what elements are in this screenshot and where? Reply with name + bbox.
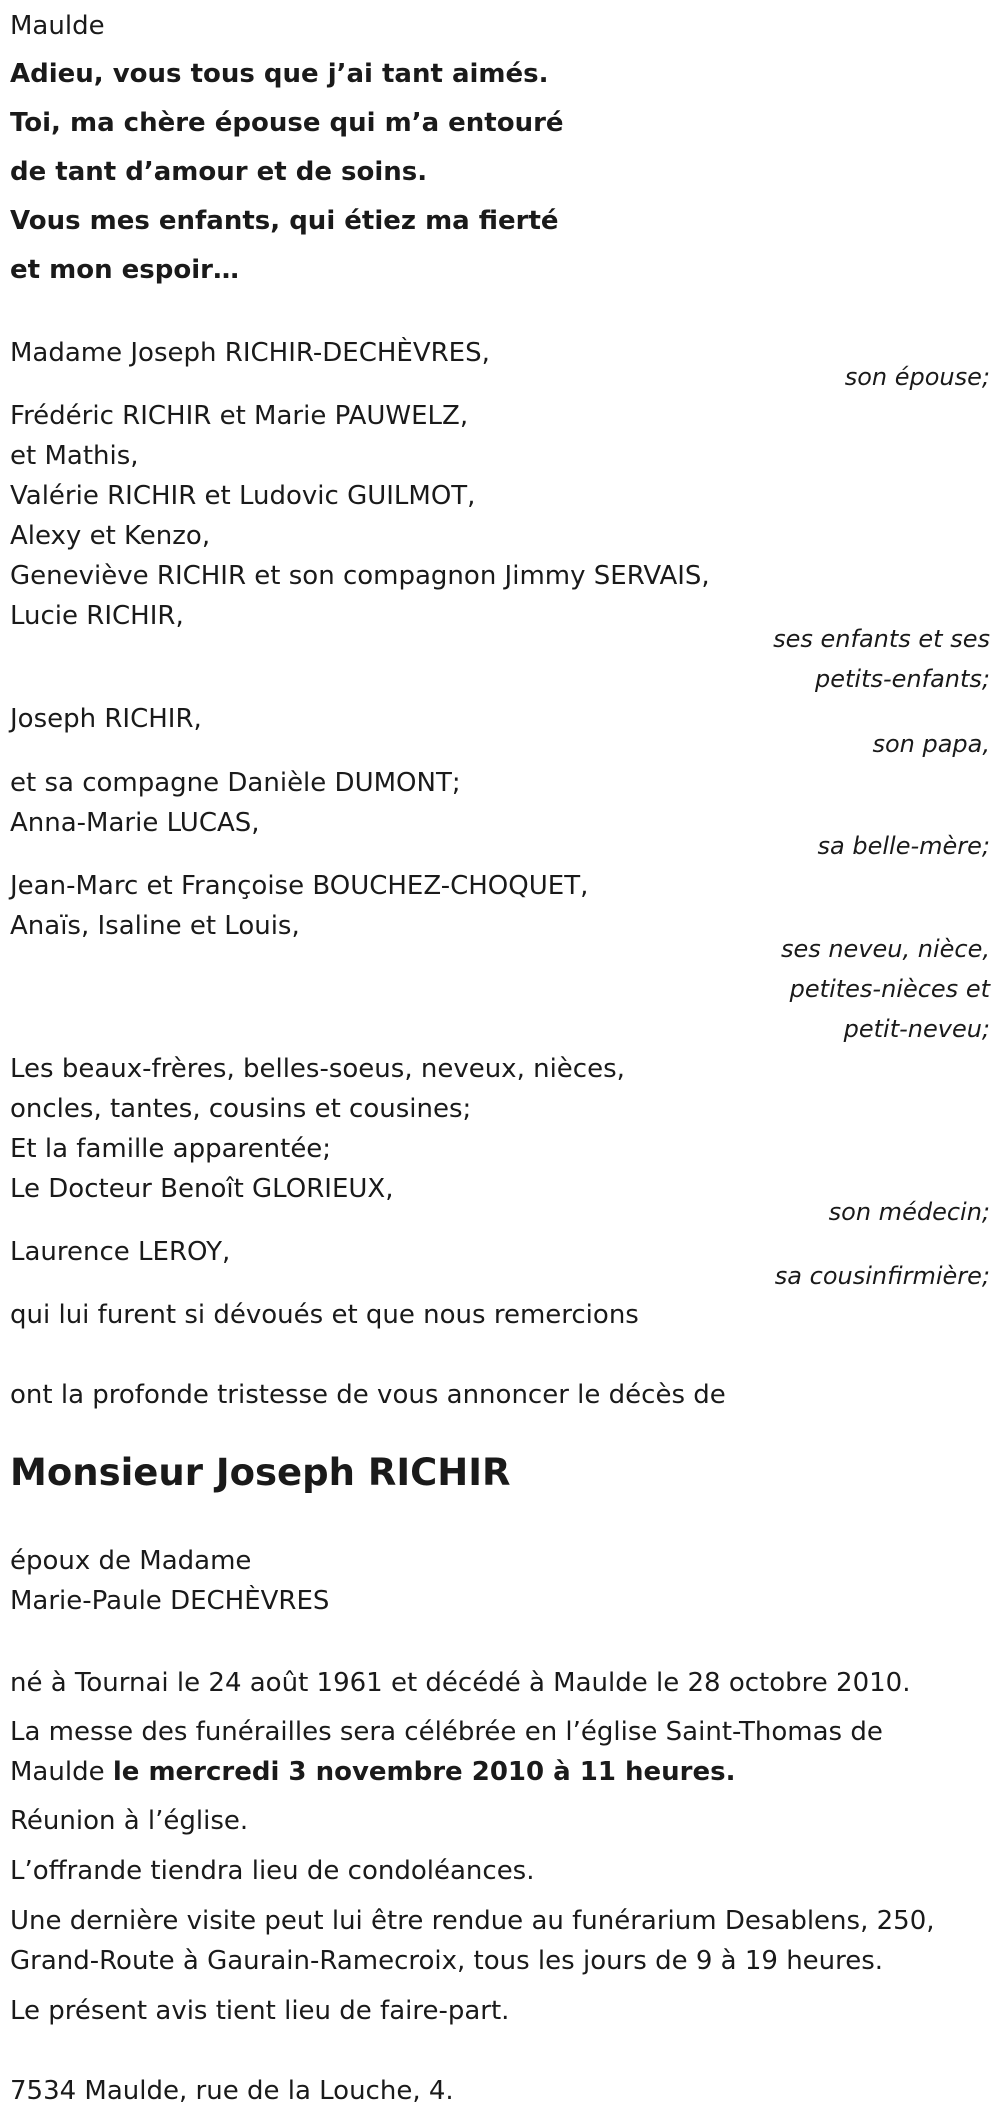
notice-line: Le présent avis tient lieu de faire-part.: [10, 1996, 510, 2026]
child-line: et Mathis,: [10, 441, 139, 471]
meeting-line: Réunion à l’église.: [10, 1806, 249, 1836]
poem-line: Vous mes enfants, qui étiez ma fierté: [10, 206, 559, 236]
mother-in-law-role: sa belle-mère;: [817, 832, 990, 860]
child-line: Geneviève RICHIR et son compagnon Jimmy SERVAIS,: [10, 561, 710, 591]
relatives-line: Et la famille apparentée;: [10, 1134, 332, 1164]
offering-line: L’offrande tiendra lieu de condoléances.: [10, 1856, 535, 1886]
nephews-role: petites-nièces et: [789, 975, 990, 1003]
nurse-name: Laurence LEROY,: [10, 1237, 231, 1267]
spouse-name: Madame Joseph RICHIR-DECHÈVRES,: [10, 338, 490, 368]
place-name: Maulde: [10, 11, 105, 41]
deceased-name: Monsieur Joseph RICHIR: [10, 1451, 511, 1494]
spouse-role: son épouse;: [844, 363, 990, 391]
nephews-role: petit-neveu;: [843, 1015, 990, 1043]
nephew-line: Anaïs, Isaline et Louis,: [10, 911, 300, 941]
thanks-line: qui lui furent si dévoués et que nous remercions: [10, 1300, 639, 1330]
relatives-line: Les beaux-frères, belles-soeus, neveux, nièces,: [10, 1054, 625, 1084]
doctor-role: son médecin;: [828, 1198, 990, 1226]
poem-line: Toi, ma chère épouse qui m’a entouré: [10, 108, 564, 138]
poem-line: et mon espoir…: [10, 255, 239, 285]
announcement-line: ont la profonde tristesse de vous annoncer le décès de: [10, 1380, 726, 1410]
nurse-role: sa cousinfirmière;: [774, 1262, 990, 1290]
mass-line: [10, 1756, 735, 1788]
children-role: petits-enfants;: [815, 665, 990, 693]
child-line: Valérie RICHIR et Ludovic GUILMOT,: [10, 481, 476, 511]
mass-line: La messe des funérailles sera célébrée en l’église Saint-Thomas de: [10, 1717, 883, 1747]
visit-line: Grand-Route à Gaurain-Ramecroix, tous les jours de 9 à 19 heures.: [10, 1946, 884, 1976]
father-name: Joseph RICHIR,: [10, 704, 202, 734]
mass-date: le mercredi 3 novembre 2010 à 11 heures.: [112, 1757, 736, 1787]
visit-line: Une dernière visite peut lui être rendue au funérarium Desablens, 250,: [10, 1906, 935, 1936]
poem-line: de tant d’amour et de soins.: [10, 157, 428, 187]
relatives-line: oncles, tantes, cousins et cousines;: [10, 1094, 472, 1124]
address-line: 7534 Maulde, rue de la Louche, 4.: [10, 2076, 454, 2106]
children-role: ses enfants et ses: [773, 625, 990, 653]
birth-death-line: né à Tournai le 24 août 1961 et décédé à Maulde le 28 octobre 2010.: [10, 1668, 911, 1698]
father-partner: et sa compagne Danièle DUMONT;: [10, 768, 461, 798]
spouse-of-line: Marie-Paule DECHÈVRES: [10, 1586, 330, 1616]
poem-line: Adieu, vous tous que j’ai tant aimés.: [10, 59, 549, 89]
mother-in-law-name: Anna-Marie LUCAS,: [10, 808, 260, 838]
nephew-line: Jean-Marc et Françoise BOUCHEZ-CHOQUET,: [10, 871, 589, 901]
mass-place: Maulde: [10, 1757, 113, 1787]
nephews-role: ses neveu, nièce,: [780, 935, 990, 963]
father-role: son papa,: [872, 730, 990, 758]
child-line: Frédéric RICHIR et Marie PAUWELZ,: [10, 401, 469, 431]
spouse-of-line: époux de Madame: [10, 1546, 252, 1576]
child-line: Alexy et Kenzo,: [10, 521, 211, 551]
relatives-line: Le Docteur Benoît GLORIEUX,: [10, 1174, 394, 1204]
child-line: Lucie RICHIR,: [10, 601, 184, 631]
